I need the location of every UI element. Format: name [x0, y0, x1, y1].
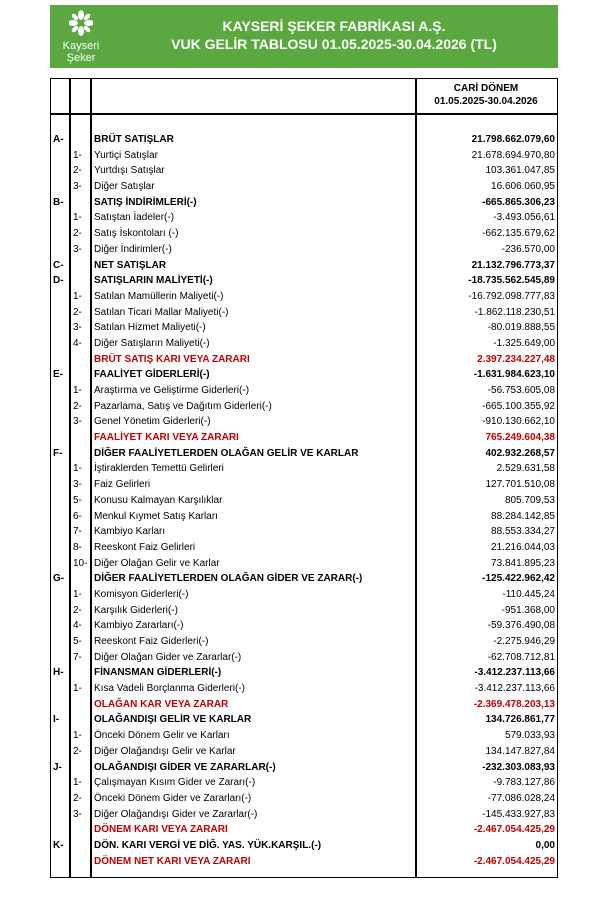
row-sub-number: 1-	[73, 777, 82, 789]
row-sub-number: 7-	[73, 651, 82, 663]
row-code: A-	[53, 134, 64, 145]
logo-text-line1: Kayseri	[62, 40, 100, 52]
row-label: DÖNEM KARI VEYA ZARARI	[94, 824, 228, 836]
table-row	[51, 775, 557, 791]
row-label: Kısa Vadeli Borçlanma Giderleri(-)	[94, 683, 245, 695]
row-value: -236.570,00	[501, 243, 555, 255]
table-row	[51, 681, 557, 697]
table-row	[51, 603, 557, 619]
row-sub-number: 2-	[73, 604, 82, 616]
row-sub-number: 2-	[73, 165, 82, 177]
table-row	[51, 132, 557, 148]
row-label: OLAĞANDIŞI GİDER VE ZARARLAR(-)	[94, 761, 276, 773]
row-value: 21.798.662.079,60	[471, 134, 555, 145]
row-sub-number: 10-	[73, 557, 88, 569]
period-header-title: CARİ DÖNEM	[453, 83, 519, 94]
row-label: Araştırma ve Geliştirme Giderleri(-)	[94, 385, 250, 396]
row-label: İştiraklerden Temettü Gelirleri	[94, 463, 224, 475]
row-value: -3.493.056,61	[493, 212, 555, 224]
row-value: -665.865.306,23	[482, 196, 555, 208]
row-value: 16.606.060,95	[491, 181, 555, 193]
row-sub-number: 7-	[73, 526, 82, 538]
row-label: Komisyon Giderleri(-)	[94, 588, 189, 600]
period-column-header	[415, 82, 557, 108]
row-label: SATIŞLARIN MALİYETİ(-)	[94, 275, 213, 287]
row-value: -665.100.355,92	[482, 400, 555, 412]
row-label: Pazarlama, Satış ve Dağıtım Giderleri(-)	[94, 400, 272, 412]
row-value: -1.631.984.623,10	[473, 369, 555, 381]
row-label: BRÜT SATIŞLAR	[94, 134, 174, 145]
row-label: DÖN. KARI VERGİ VE DİĞ. YAS. YÜK.KARŞIL.(-)	[94, 839, 322, 851]
row-value: 134.726.861,77	[485, 714, 555, 726]
row-sub-number: 3-	[73, 479, 82, 491]
row-code: J-	[53, 761, 62, 773]
table-row	[51, 367, 557, 383]
table-row	[51, 320, 557, 336]
row-sub-number: 1-	[73, 212, 82, 224]
row-value: -3.412.237.113,66	[474, 683, 555, 695]
report-title: KAYSERİ ŞEKER FABRİKASI A.Ş.	[222, 18, 446, 34]
row-value: 2.397.234.227,48	[477, 353, 555, 365]
row-label: Önceki Dönem Gider ve Zararları(-)	[94, 792, 252, 804]
table-row	[51, 728, 557, 744]
table-row	[51, 195, 557, 211]
row-sub-number: 2-	[73, 400, 82, 412]
row-value: -59.376.490,08	[487, 620, 555, 632]
table-row	[51, 540, 557, 556]
row-label: Diğer Olağan Gelir ve Karlar	[94, 557, 220, 569]
row-sub-number: 2-	[73, 745, 82, 757]
table-body	[51, 132, 557, 869]
row-label: Faiz Gelirleri	[94, 479, 151, 491]
table-row	[51, 618, 557, 634]
row-sub-number: 1-	[73, 683, 82, 695]
logo-text-line2: Şeker	[66, 52, 96, 64]
row-label: Satış İskontoları (-)	[94, 228, 179, 240]
row-code: H-	[53, 667, 64, 679]
row-label: Konusu Kalmayan Karşılıklar	[94, 494, 223, 506]
table-row	[51, 336, 557, 352]
row-value: 0,00	[535, 839, 555, 851]
row-sub-number: 3-	[73, 181, 82, 193]
row-label: Reeskont Faiz Gelirleri	[94, 541, 196, 553]
row-label: DİĞER FAALİYETLERDEN OLAĞAN GELİR VE KARLAR	[94, 447, 359, 459]
table-row	[51, 587, 557, 603]
row-label: Satılan Mamüllerin Maliyeti(-)	[94, 290, 224, 302]
row-label: OLAĞANDIŞI GELİR VE KARLAR	[94, 714, 252, 726]
table-row	[51, 838, 557, 854]
table-row	[51, 524, 557, 540]
table-row	[51, 461, 557, 477]
row-label: Yurtdışı Satışlar	[94, 165, 165, 177]
row-code: E-	[53, 369, 63, 381]
row-sub-number: 6-	[73, 510, 82, 522]
table-row	[51, 791, 557, 807]
row-value: -2.467.054.425,29	[473, 855, 555, 867]
row-sub-number: 1-	[73, 463, 82, 475]
row-value: -662.135.679,62	[482, 228, 555, 240]
row-code: K-	[53, 839, 64, 851]
row-value: -56.753.605,08	[487, 385, 555, 396]
row-sub-number: 2-	[73, 792, 82, 804]
row-label: FAALİYET KARI VEYA ZARARI	[94, 432, 239, 444]
table-row	[51, 446, 557, 462]
row-value: 765.249.604,38	[485, 432, 555, 444]
row-value: 134.147.827,84	[485, 745, 555, 757]
row-value: 21.678.694.970,80	[471, 149, 555, 161]
row-value: -18.735.562.545,89	[468, 275, 555, 287]
row-label: Kambiyo Zararları(-)	[94, 620, 184, 632]
table-row	[51, 414, 557, 430]
table-row	[51, 210, 557, 226]
table-row	[51, 509, 557, 525]
row-sub-number: 3-	[73, 808, 82, 820]
row-value: -2.369.478.203,13	[473, 698, 555, 710]
table-row	[51, 634, 557, 650]
row-label: Satıştan İadeler(-)	[94, 212, 175, 224]
row-sub-number: 2-	[73, 306, 82, 318]
table-row	[51, 242, 557, 258]
row-value: 73.841.895,23	[491, 557, 555, 569]
table-row	[51, 650, 557, 666]
row-value: 579.033,93	[504, 730, 555, 742]
row-code: I-	[53, 714, 60, 726]
row-sub-number: 1-	[73, 290, 82, 302]
row-value: -62.708.712,81	[487, 651, 555, 663]
row-label: Diğer İndirimler(-)	[94, 243, 172, 255]
row-value: -910.130.662,10	[482, 416, 555, 428]
table-row	[51, 289, 557, 305]
row-value: -9.783.127,86	[493, 777, 555, 789]
table-row	[51, 163, 557, 179]
row-value: -125.422.962,42	[482, 573, 555, 585]
row-value: 127.701.510,08	[485, 479, 555, 491]
row-label: Diğer Satışların Maliyeti(-)	[94, 337, 210, 349]
row-label: Çalışmayan Kısım Gider ve Zararı(-)	[94, 777, 256, 789]
row-label: DÖNEM NET KARI VEYA ZARARI	[94, 855, 251, 867]
row-value: 2.529.631,58	[496, 463, 555, 475]
table-row	[51, 807, 557, 823]
row-value: -3.412.237.113,66	[474, 667, 555, 679]
row-label: Satılan Ticari Mallar Maliyeti(-)	[94, 306, 229, 318]
row-value: 21.216.044,03	[491, 541, 555, 553]
row-value: -951.368,00	[501, 604, 555, 616]
row-label: FAALİYET GİDERLERİ(-)	[94, 369, 210, 381]
table-row	[51, 493, 557, 509]
row-label: NET SATIŞLAR	[94, 259, 167, 271]
table-row	[51, 430, 557, 446]
row-value: 88.553.334,27	[491, 526, 555, 538]
row-value: -232.303.083,93	[482, 761, 555, 773]
report-header	[50, 5, 558, 68]
row-code: C-	[53, 259, 64, 271]
table-row	[51, 697, 557, 713]
table-row	[51, 148, 557, 164]
table-row	[51, 383, 557, 399]
row-sub-number: 5-	[73, 636, 82, 647]
table-row	[51, 226, 557, 242]
row-sub-number: 8-	[73, 541, 82, 553]
row-label: Yurtiçi Satışlar	[94, 149, 158, 161]
row-value: 402.932.268,57	[485, 447, 555, 459]
row-sub-number: 4-	[73, 620, 82, 632]
row-label: Diğer Olağandışı Gider ve Zararlar(-)	[94, 808, 258, 820]
row-value: -1.325.649,00	[493, 337, 555, 349]
row-sub-number: 5-	[73, 494, 82, 506]
row-sub-number: 3-	[73, 243, 82, 255]
table-row	[51, 477, 557, 493]
table-row	[51, 854, 557, 870]
row-value: -16.792.098.777,83	[468, 290, 555, 302]
row-label: Kambiyo Karları	[94, 526, 166, 538]
row-label: OLAĞAN KAR VEYA ZARAR	[94, 698, 229, 710]
table-row	[51, 556, 557, 572]
row-code: B-	[53, 196, 64, 208]
row-value: 21.132.796.773,37	[471, 259, 555, 271]
row-code: D-	[53, 275, 64, 287]
row-label: Diğer Satışlar	[94, 181, 155, 193]
report-subtitle: VUK GELİR TABLOSU 01.05.2025-30.04.2026 (TL)	[171, 36, 497, 52]
income-statement-table	[50, 78, 558, 878]
table-row	[51, 665, 557, 681]
row-sub-number: 4-	[73, 337, 82, 349]
row-label: Karşılık Giderleri(-)	[94, 604, 178, 616]
table-row	[51, 399, 557, 415]
row-value: -77.086.028,24	[487, 792, 555, 804]
row-value: 103.361.047,85	[485, 165, 555, 177]
row-label: SATIŞ İNDİRİMLERİ(-)	[94, 196, 197, 208]
flower-logo-icon	[69, 9, 93, 37]
table-row	[51, 571, 557, 587]
row-value: -2.275.946,29	[493, 636, 555, 647]
table-row	[51, 273, 557, 289]
row-sub-number: 1-	[73, 149, 82, 161]
row-sub-number: 2-	[73, 228, 82, 240]
row-label: Menkul Kıymet Satış Karları	[94, 510, 218, 522]
row-label: FİNANSMAN GİDERLERİ(-)	[94, 667, 222, 679]
row-label: Diğer Olağandışı Gelir ve Karlar	[94, 745, 236, 757]
row-label: Genel Yönetim Giderleri(-)	[94, 416, 211, 428]
row-sub-number: 1-	[73, 385, 82, 396]
row-label: Önceki Dönem Gelir ve Karları	[94, 730, 230, 742]
row-value: -145.433.927,83	[482, 808, 555, 820]
row-code: G-	[53, 573, 65, 585]
row-value: -1.862.118.230,51	[474, 306, 555, 318]
row-sub-number: 1-	[73, 588, 82, 600]
row-sub-number: 1-	[73, 730, 82, 742]
table-row	[51, 305, 557, 321]
table-row	[51, 258, 557, 274]
table-row	[51, 712, 557, 728]
table-row	[51, 352, 557, 368]
row-value: -110.445,24	[502, 588, 555, 600]
row-sub-number: 3-	[73, 416, 82, 428]
row-label: DİĞER FAALİYETLERDEN OLAĞAN GİDER VE ZARAR(-)	[94, 573, 363, 585]
row-label: Satılan Hizmet Maliyeti(-)	[94, 322, 206, 334]
period-header-dates: 01.05.2025-30.04.2026	[434, 96, 538, 107]
table-row	[51, 179, 557, 195]
row-label: Reeskont Faiz Giderleri(-)	[94, 636, 209, 647]
row-code: F-	[53, 447, 63, 459]
table-row	[51, 760, 557, 776]
row-value: 805.709,53	[504, 494, 555, 506]
company-logo	[56, 9, 106, 65]
row-value: -80.019.888,55	[487, 322, 555, 334]
row-value: -2.467.054.425,29	[473, 824, 555, 836]
header-divider	[51, 113, 557, 115]
row-label: Diğer Olağan Gider ve Zararlar(-)	[94, 651, 242, 663]
row-label: BRÜT SATIŞ KARI VEYA ZARARI	[94, 353, 250, 365]
row-value: 88.284.142,85	[491, 510, 555, 522]
table-row	[51, 822, 557, 838]
row-sub-number: 3-	[73, 322, 82, 334]
table-row	[51, 744, 557, 760]
